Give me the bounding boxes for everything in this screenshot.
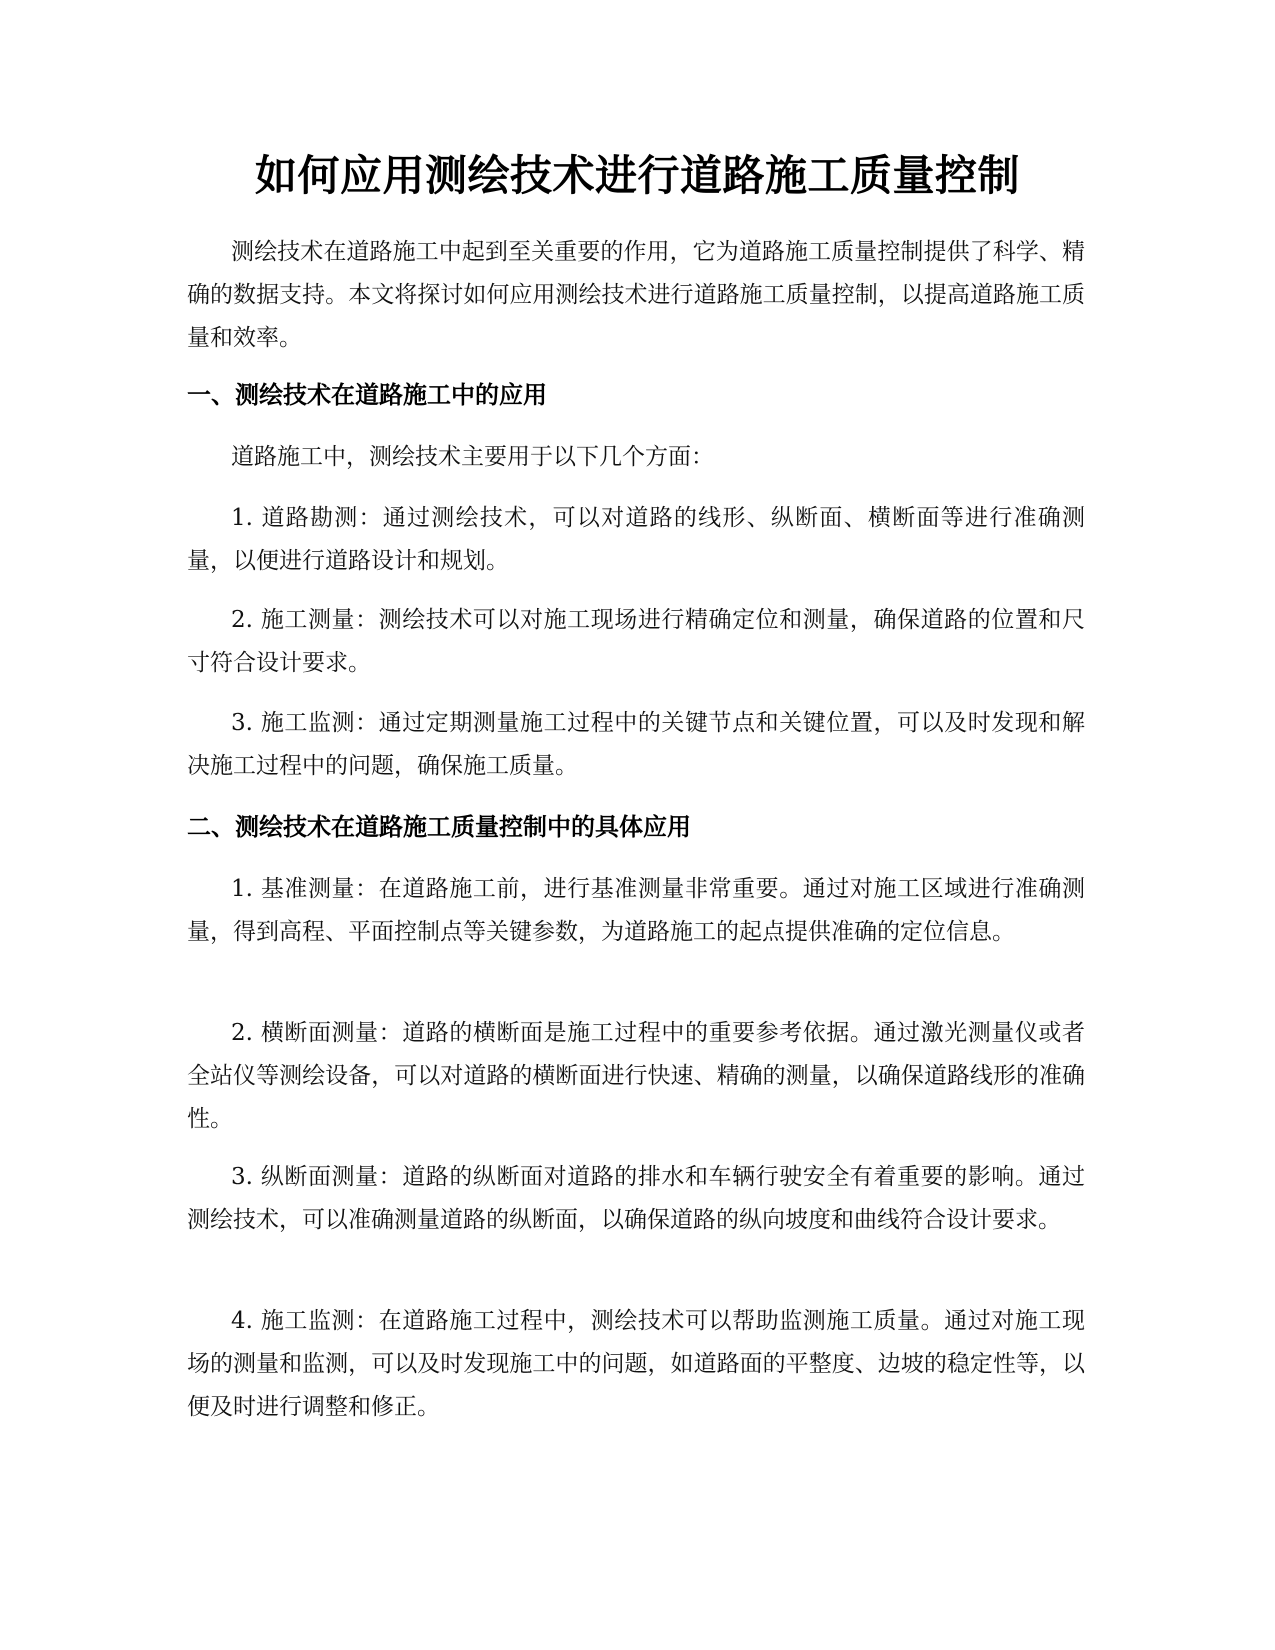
section-1-paragraph-3: 2. 施工测量：测绘技术可以对施工现场进行精确定位和测量，确保道路的位置和尺寸符合设计要求。 bbox=[187, 607, 1085, 676]
section-1-paragraph-2: 1. 道路勘测：通过测绘技术，可以对道路的线形、纵断面、横断面等进行准确测量，以便进行道路设计和规划。 bbox=[187, 505, 1085, 574]
section-2-paragraph-4: 4. 施工监测：在道路施工过程中，测绘技术可以帮助监测施工质量。通过对施工现场的测量和监测，可以及时发现施工中的问题，如道路面的平整度、边坡的稳定性等，以便及时进行调整和修正。 bbox=[187, 1308, 1085, 1420]
section-2-paragraph-2: 2. 横断面测量：道路的横断面是施工过程中的重要参考依据。通过激光测量仪或者全站仪等测绘设备，可以对道路的横断面进行快速、精确的测量，以确保道路线形的准确性。 bbox=[187, 1020, 1085, 1132]
section-2-heading: 二、测绘技术在道路施工质量控制中的具体应用 bbox=[187, 813, 691, 841]
section-2-paragraph-3: 3. 纵断面测量：道路的纵断面对道路的排水和车辆行驶安全有着重要的影响。通过测绘技术，可以准确测量道路的纵断面，以确保道路的纵向坡度和曲线符合设计要求。 bbox=[187, 1164, 1085, 1233]
intro-paragraph: 测绘技术在道路施工中起到至关重要的作用，它为道路施工质量控制提供了科学、精确的数据支持。本文将探讨如何应用测绘技术进行道路施工质量控制，以提高道路施工质量和效率。 bbox=[187, 239, 1085, 351]
document-title: 如何应用测绘技术进行道路施工质量控制 bbox=[254, 151, 1020, 200]
section-2-paragraph-1: 1. 基准测量：在道路施工前，进行基准测量非常重要。通过对施工区域进行准确测量，得到高程、平面控制点等关键参数，为道路施工的起点提供准确的定位信息。 bbox=[187, 876, 1085, 945]
section-1-paragraph-4: 3. 施工监测：通过定期测量施工过程中的关键节点和关键位置，可以及时发现和解决施工过程中的问题，确保施工质量。 bbox=[187, 710, 1085, 779]
section-1-paragraph-1: 道路施工中，测绘技术主要用于以下几个方面： bbox=[231, 444, 714, 470]
section-1-heading: 一、测绘技术在道路施工中的应用 bbox=[187, 381, 547, 409]
